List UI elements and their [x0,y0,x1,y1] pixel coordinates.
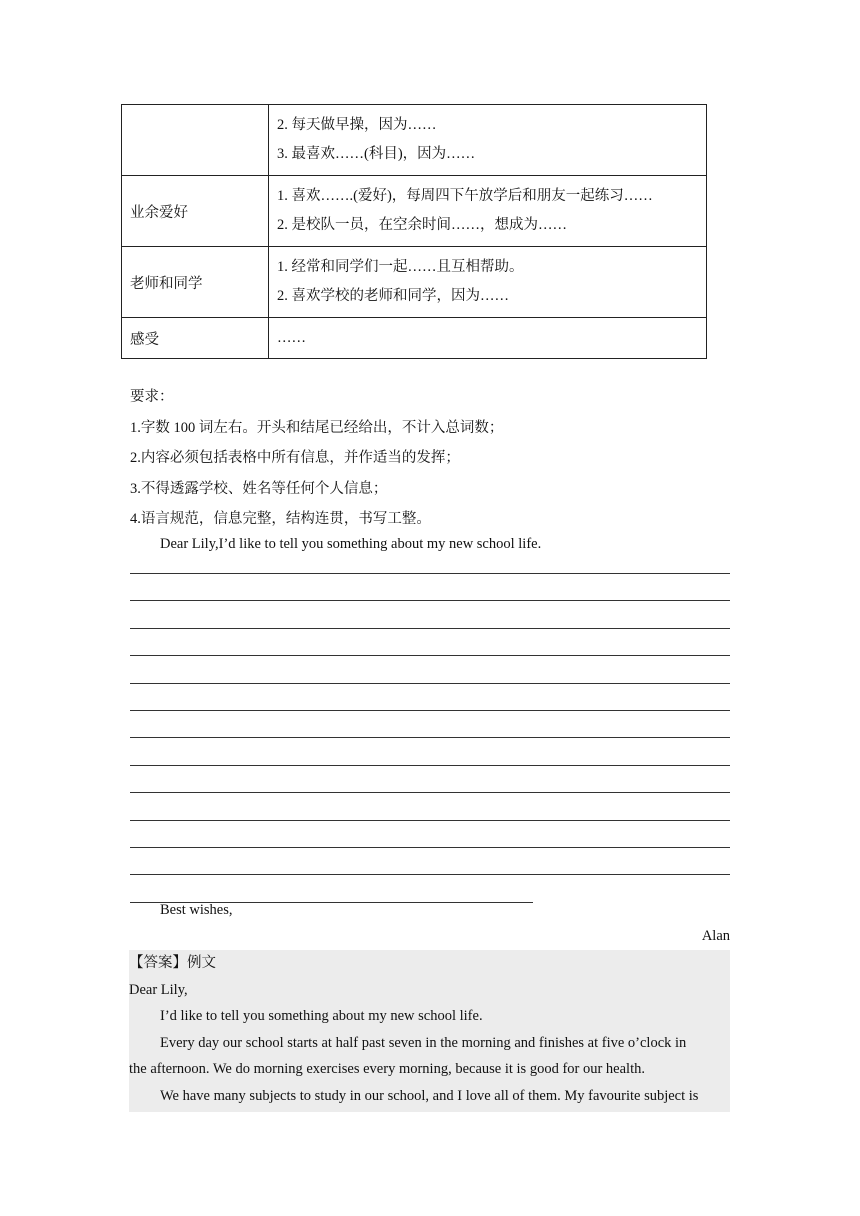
requirement-item: 1.字数 100 词左右。开头和结尾已经给出，不计入总词数； [130,419,504,436]
letter-opening: Dear Lily,I’d like to tell you something about my new school life. [160,536,542,552]
outline-row [122,247,707,318]
writing-line [130,847,730,874]
category-cell: 感受 [122,318,269,359]
answer-paragraph: Every day our school starts at half past seven in the morning and finishes at five o’clock in [160,1034,687,1051]
writing-line [130,710,730,737]
category-cell: 业余爱好 [122,176,269,247]
category-cell [122,105,269,176]
requirement-item: 2.内容必须包括表格中所有信息，并作适当的发挥； [130,450,460,466]
writing-line [130,683,730,710]
requirement-item: 4.语言规范，信息完整，结构连贯，书写工整。 [130,511,431,527]
writing-line [130,573,730,600]
writing-line [130,820,730,847]
point-line: 2. 是校队一员，在空余时间……，想成为…… [277,217,567,233]
requirements-title: 要求： [130,389,174,405]
outline-row [122,176,707,247]
writing-line [130,765,730,792]
answer-label: 【答案】例文 [129,955,216,971]
point-line: 3. 最喜欢……(科目)，因为…… [277,146,476,162]
points-cell [269,247,707,318]
point-line: 1. 经常和同学们一起……且互相帮助。 [277,259,524,275]
points-cell [269,176,707,247]
outline-table [121,104,707,359]
writing-line [130,655,730,682]
point-line: …… [277,329,306,346]
points-cell [269,105,707,176]
point-line: 2. 每天做早操，因为…… [277,117,437,133]
answer-paragraph: We have many subjects to study in our school, and I love all of them. My favourite subject is [160,1087,699,1104]
requirement-item: 3.不得透露学校、姓名等任何个人信息； [130,480,388,497]
outline-row [122,105,707,176]
point-line: 2. 喜欢学校的老师和同学，因为…… [277,288,509,304]
outline-row [122,318,707,359]
points-cell [269,318,707,359]
answer-section [129,950,730,1112]
writing-area[interactable] [130,573,730,929]
writing-line [130,628,730,655]
writing-line [130,792,730,819]
category-cell: 老师和同学 [122,247,269,318]
requirements-block [130,382,503,535]
answer-paragraph: I’d like to tell you something about my new school life. [160,1008,483,1025]
writing-line [130,737,730,764]
point-line: 1. 喜欢…….(爱好)，每周四下午放学后和朋友一起练习…… [277,188,653,204]
answer-paragraph-continued: the afternoon. We do morning exercises every morning, because it is good for our health. [129,1061,645,1078]
letter-signature: Alan [701,928,730,944]
writing-line [130,600,730,627]
letter-closing: Best wishes, [160,902,233,918]
answer-salutation: Dear Lily, [129,981,188,998]
